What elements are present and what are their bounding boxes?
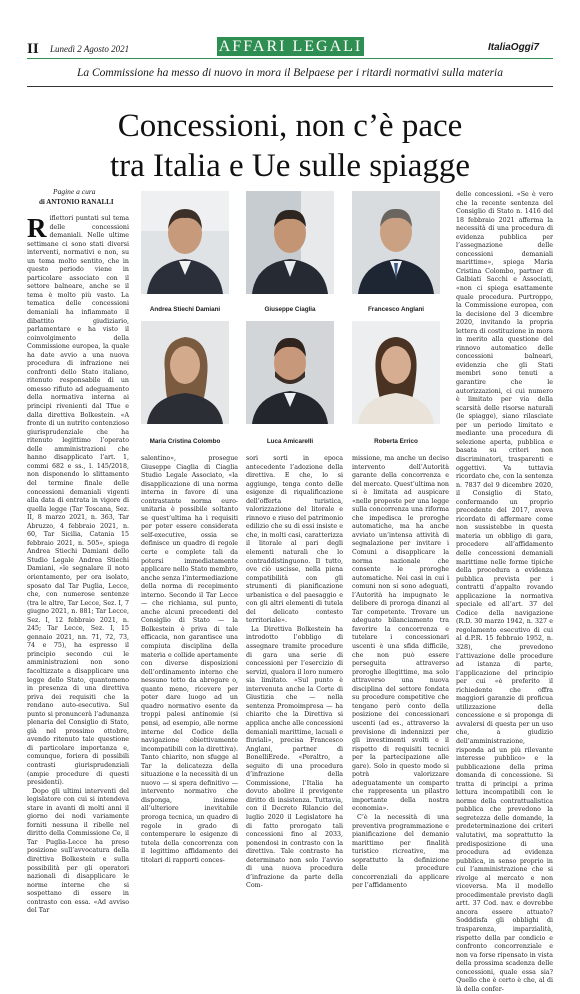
author-name: di ANTONIO RANALLI xyxy=(39,198,114,206)
photo-portrait xyxy=(352,321,440,424)
paragraph: salentino», prosegue Giuseppe Ciaglia di Ciaglia Studio Legale Associato, «la disapplicazione di una norma interna in favore di una contrastante norma euro-unitaria è possibile soltanto se quest’ultima ha i requisiti per poter essere considerata self-executive, ossia se definisce un quadro di regole certe e complete tali da potersi immediatamente applicare nello Stato membro, anche senza l’intermediazione della norma di recepimento interno. Secondo il Tar Lecce — che richiama, sul punto, anche alcuni precedenti del Consiglio di Stato — la Bolkestein è priva di tale efficacia, non garantisce una compiuta disciplina della materia e collide apertamente con diverse disposizioni dell’ordinamento interno che nessuno tetto da abrogare o, quanto meno, ricevere per poter dare luogo ad un quadro normativo esente da troppi palesi antinomie (si pensi, ad esempio, alle norme interne del Codice della navigazione obiettivamente incompatibili con la direttiva). Tanto chiarito, non sfugge al Tar la delicatezza della situazione e la necessità di un nuovo — si spera definitivo — intervento normativo che disponga, insieme all’ulteriore inevitabile proroga tecnica, un quadro di regole in grado di contemperare le esigenze di tutela della concorrenza con il legittimo affidamento dei titolari di rapporti conces- xyxy=(141,455,238,864)
kicker-rule xyxy=(27,86,553,87)
photo-portrait xyxy=(352,191,440,294)
article-column-3 xyxy=(246,455,343,890)
photo-caption: Francesco Anglani xyxy=(367,306,425,313)
byline-author xyxy=(39,198,114,206)
photo-caption: Andrea Stiechi Damiani xyxy=(149,306,221,313)
kicker: La Commissione ha messo di nuovo in mora il Belpaese per i ritardi normativi sulla materia xyxy=(76,67,504,79)
article-column-2 xyxy=(141,455,238,864)
article-column-4 xyxy=(352,455,449,890)
photo-caption: Giuseppe Ciaglia xyxy=(264,306,316,313)
section-label: AFFARI LEGALI xyxy=(218,38,363,55)
headline-line-2: tra Italia e Ue sulle spiagge xyxy=(109,148,471,184)
photo-caption: Luca Amicarelli xyxy=(266,438,314,445)
publication-logo: ItaliaOggi7 xyxy=(488,42,540,53)
article-column-1 xyxy=(27,213,129,915)
photo-caption: Maria Cristina Colombo xyxy=(149,438,221,445)
photo-portrait xyxy=(246,321,334,424)
paragraph: Dopo gli ultimi interventi del legislatore con cui si intendeva stare in avanti di molti anni il giorno dei nodi variamente forniti nessuna il ribelle nel diritto della Commissione Ce, il Tar Puglia-Lecce ha preso posizione sull’avvocatura della direttiva Bolkestein e sulla possibilità per gli operatori nazionali di disapplicare le norme interne che si sospettano di essere in contrasto con essa. «Ad avviso del Tar xyxy=(27,787,129,915)
photo-caption: Roberta Errico xyxy=(374,438,418,445)
article-column-5 xyxy=(456,191,553,993)
byline-intro: Pagine a cura xyxy=(53,187,96,196)
paragraph: C’è la necessità di una preventiva programmazione e pianificazione del demanio marittimo per finalità turistico ricreative, ma soprattutto la definizione delle procedure concorrenziali da applicare per l’affidamento xyxy=(352,813,449,890)
drop-cap: R xyxy=(27,213,47,243)
photo-portrait xyxy=(141,321,229,424)
paragraph: La Direttiva Bolkestein ha introdotto l’obbligo di assegnare tramite procedure di gara una serie di concessioni per l’esercizio di servizi, qualora il loro numero sia limitato. «Sul punto è intervenuta anche la Corte di Giustizia che — nella sentenza Promoimpresa — ha chiarito che la Direttiva si applica anche alle concessioni demaniali marittime, lacuali e fluviali», precisa Francesco Anglani, partner di BonelliErede. «Peraltro, a seguito di una procedura d’infrazione della Commissione, l’Italia ha dovuto abolire il previgente diritto di insistenza. Tuttavia, con il Decreto Rilancio del luglio 2020 il Legislatore ha di fatto prorogato tali concessioni fino al 2033, ponendosi in contrasto con la direttiva. Tale contrasto ha determinato non solo l’avvio di una nuova procedura d’infrazione da parte della Com- xyxy=(246,625,343,890)
paragraph: missione, ma anche un deciso intervento dell’Autorità garante della concorrenza e del mercato. Quest’ultima non si è limitata ad auspicare «nelle proposte per una legge sulla concorrenza una riforma che impedisca le proroghe automatiche, ma ha anche avviato un’intensa attività di segnalazione per invitare i Comuni a disapplicare la norma nazionale che consente le proroghe automatiche. Nei casi in cui i comuni non si sono adeguati, l’Autorità ha impugnato le delibere di proroga dinanzi al Tar competente. Trovare un adeguato bilanciamento tra favorire la concorrenza e tutelare i concessionari uscenti è una sfida difficile, che non può essere perseguita attraverso proroghe illegittime, ma solo attraverso una nuova disciplina del settore fondata su procedure competitive che tengano però conto della posizione dei concessionari uscenti (ad es., attraverso la previsione di indennizzi per gli investimenti svolti e il rispetto di requisiti tecnici per la partecipazione alle gare). Solo in questo modo si potrà valorizzare adeguatamente un comparto che rappresenta un pilastro importante della nostra economia». xyxy=(352,455,449,813)
header-rule xyxy=(27,58,553,59)
issue-date: Lunedì 2 Agosto 2021 xyxy=(50,44,130,54)
paragraph-text: iflettori puntati sul tema delle concessioni demaniali. Nelle ultime settimane ci sono stati diversi interventi, normativi e non, su un tema molto sentito, che in questo periodo viene in particolare associato con il settore balneare, anche se il tema è molto più vasto. La tematica delle concessioni demaniali ha infiammato il dibattito giudiziario, parlamentare e ha visto il coinvolgimento della Commissione europea, la quale ha date avvio a una nuova procedura di infrazione nei confronti dello Stato italiano, ritenuto responsabile di un omesso rifiuto ad adeguamento della normativa interna ai principi rivenienti dal Tfue e dalla direttiva Bolkestein. «A fronte di un nutrito contenzioso giurisprudenziale che ha ritenuto legittimo l’operato delle amministrazioni che hanno disapplicato l’art. 1, commi 682 e ss., l. 145/2018, non disponendo lo slittamento del termine finale delle concessioni demaniali vigenti alla data di entrata in vigore di quella legge (Tar Toscana, Sez. II, 8 marzo 2021, n. 363, Tar Abruzzo, 4 febbraio 2021, n. 60, Tar Sicilia, Catania 15 febbraio 2021, n. 505», spiega Andrea Stiechi Damiani dello Studio Legale Andrea Stiechi Damiani, «le segnalare il noto orientamento, per ora isolato, sposato dal Tar Puglia, Lecce, che, con numerose sentenze (tra le altre, Tar Lecce, Sez. I, 7 giugno 2021, n. 881; Tar Lecce, Sez. I, 12 febbraio 2021, n. 245; Tar Lecce, Sez. I, 15 gennaio 2021, nn. 71, 72, 73, 74 e 75), ha espresso il principio secondo cui le amministrazioni non sono facoltizzate a disapplicare una legge dello Stato, quantomeno in presenza di una direttiva priva dei requisiti che la rendano auto-esecutiva. Sul punto si pronuncerà l’adunanza plenaria del Consiglio di Stato, già nel prossimo ottobre, avendo ritenuto tale questione di particolare importanza e, comunque, foriera di possibili contrasti giurisprudenziali (ampie procedure di questi presidenti). xyxy=(27,215,129,787)
photo-portrait xyxy=(246,191,334,294)
paragraph xyxy=(27,215,129,788)
headline xyxy=(20,106,560,186)
headline-line-1: Concessioni, non c’è pace xyxy=(117,108,463,144)
paragraph: delle concessioni. «Se è vero che la recente sentenza del Consiglio di Stato n. 1416 del 18 febbraio 2021 afferma la necessità di una procedura di evidenza pubblica per l’assegnazione delle concessioni demaniali marittime», spiega Maria Cristina Colombo, partner di Galbiati Sacchi e Associati, «non ci spiega esattamente quale procedura. Purtroppo, la Commissione europea, con la decisione del 3 dicembre 2020, invitando la propria lettera di costituzione in mora in merito alla questione del rinnovo automatico delle concessioni balneari, evidenzia che gli Stati membri sono tenuti a garantire che le autorizzazioni, ci cui numero è limitato per via della scarsità delle risorse naturali (le spiagge), siano rilasciate per un periodo limitato e mediante una procedura di selezione aperta, pubblica e basata su criteri non discriminatori, trasparenti e oggettivi. Va tuttavia ricordato che, con la sentenza n. 7837 del 9 dicembre 2020, il Consiglio di Stato, confermando un proprio precedente del 2017, aveva ricordato di affermare come non sussistebbe in questa materia un obbligo di gara, procedere all’affidamento delle concessioni demaniali marittime nelle forme tipiche della procedura a evidenza pubblica prevista per i contratti d’appalto rovando applicazione la normativa speciale ed all’art. 37 del Codice della navigazione (R.D. 30 marzo 1942, n. 327 e regolamento esecutivo di cui al d.P.R. 15 febbraio 1952, n. 328), che prevedono l’attivazione delle procedure ad istanza di parte, l’applicazione del principio per cui «è preferito il richiedente che offra maggiori garanzie di proficua utilizzazione della concessione e si proponga di avvalersi di questa per un uso che, a giudizio dell’amministrazione, risponda ad un più rilevante interesse pubblico» e la pubblicazione della prima domanda di concessione. Si tratta di principi a prima lettura incompatibili con le norme della contrattualistica pubblica che prevedono la segretezza delle domande, la predeterminazione dei criteri valutativi, ma soprattutto la predisposizione di una procedura ad evidenza pubblica, in senso proprio in cui l’amministrazione che si rivolge al mercato e non viceversa. Ma il modello procedimentale previsto dagli artt. 37 Cod. nav. e dovrebbe ancora essere attuato? Sodddisfa gli obblighi di trasparenza, imparzialità, rispetto della par condicio e confronto concorrenziale e non va forse ripensato in vista della prossima scadenza delle concessioni, quale essa sia? Quello che è certo è che, al di là della confer- xyxy=(456,191,553,993)
page-number: II xyxy=(27,41,39,57)
paragraph: sori sorti in epoca antecedente l’adozione della direttiva. E che, lo si aggiunge, tenga conto delle esigenze di riqualificazione dell’offerta turistica, valorizzazione del litorale e rinnovo e riuso del patrimonio edilizio che su di essi insiste e che, in molti casi, caratterizza il litorale al pari degli elementi naturali che lo contraddistinguono. Il tutto, ove ciò uscisse, nella piena compatibilità con gli strumenti di pianificazione urbanistica e del paesaggio e con gli altri elementi di tutela del delicato contesto territoriale». xyxy=(246,455,343,625)
photo-portrait xyxy=(141,191,229,294)
